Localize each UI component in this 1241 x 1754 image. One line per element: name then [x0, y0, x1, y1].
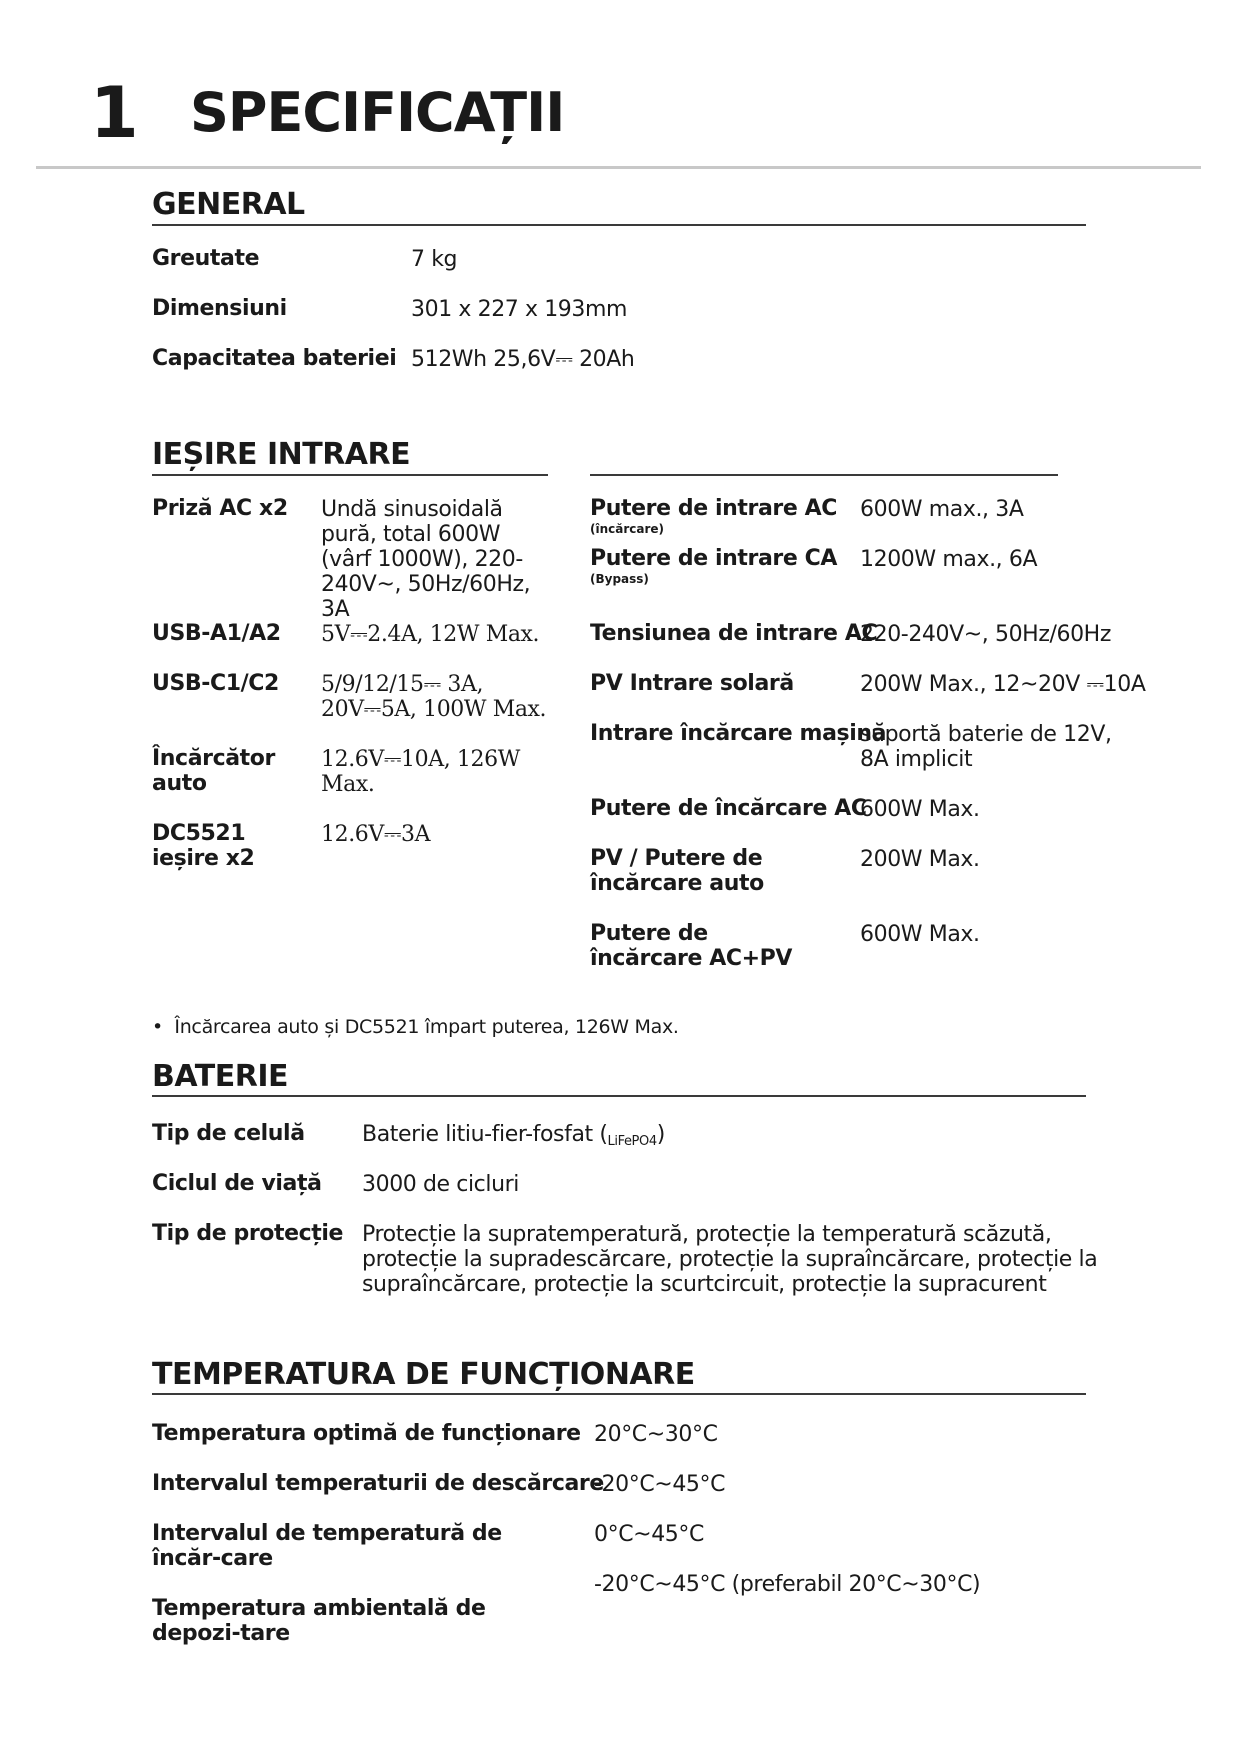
- battery-value-cell-type-end: ): [656, 1122, 665, 1147]
- io-value-ac-input-bypass: 1200W max., 6A: [860, 547, 1038, 572]
- io-value-ac-input-charging: 600W max., 3A: [860, 497, 1024, 522]
- general-label-dimensions: Dimensiuni: [152, 296, 287, 321]
- io-label-ac-outlet: Priză AC x2: [152, 496, 288, 521]
- general-value-dimensions: 301 x 227 x 193mm: [411, 297, 628, 322]
- io-value-ac-input-voltage: 220-240V~, 50Hz/60Hz: [860, 622, 1111, 647]
- battery-value-cell-type-text: Baterie litiu-fier-fosfat (: [362, 1122, 608, 1147]
- temp-label-discharge: Intervalul temperaturii de descărcare: [152, 1471, 604, 1496]
- page-title: SPECIFICAȚII: [190, 81, 565, 144]
- io-value-pv-car-charge-power: 200W Max.: [860, 847, 980, 872]
- temp-label-charge: Intervalul de temperatură de încăr-care: [152, 1521, 502, 1571]
- io-value-usb-c: 5/9/12/15⎓ 3A, 20V⎓5A, 100W Max.: [321, 672, 547, 722]
- io-label-acpv-charge-power: Putere de încărcare AC+PV: [590, 921, 793, 971]
- temp-value-optimal: 20°C~30°C: [594, 1422, 718, 1447]
- io-value-car-input: suportă baterie de 12V, 8A implicit: [860, 722, 1112, 772]
- io-label-pv-input: PV Intrare solară: [590, 671, 794, 696]
- io-note-text: Încărcarea auto și DC5521 împart puterea, 126W Max.: [174, 1016, 679, 1038]
- io-label-pv-car-charge-power: PV / Putere de încărcare auto: [590, 846, 764, 896]
- section-rule-general: [152, 224, 1086, 226]
- io-value-ac-outlet: Undă sinusoidală pură, total 600W (vârf 1000W), 220-240V~, 50Hz/60Hz, 3A: [321, 497, 531, 622]
- io-value-pv-input: 200W Max., 12~20V ⎓10A: [860, 672, 1146, 697]
- section-rule-io-left: [152, 474, 548, 476]
- battery-value-cell-chemistry: LiFePO4: [607, 1134, 657, 1149]
- section-rule-io-right: [590, 474, 1058, 476]
- bullet-icon: •: [152, 1016, 175, 1038]
- io-value-car-charger: 12.6V⎓10A, 126W Max.: [321, 747, 520, 797]
- section-title-battery: BATERIE: [152, 1059, 288, 1094]
- general-value-weight: 7 kg: [411, 247, 458, 272]
- section-title-temperature: TEMPERATURA DE FUNCȚIONARE: [152, 1357, 695, 1392]
- temp-label-optimal: Temperatura optimă de funcționare: [152, 1421, 581, 1446]
- general-value-battery-capacity: 512Wh 25,6V⎓ 20Ah: [411, 347, 635, 372]
- section-title-general: GENERAL: [152, 187, 305, 222]
- io-label-dc5521: DC5521 ieșire x2: [152, 821, 255, 871]
- io-label-usb-c: USB-C1/C2: [152, 671, 279, 696]
- io-label-car-input: Intrare încărcare mașină: [590, 721, 887, 746]
- section-title-io: IEȘIRE INTRARE: [152, 437, 411, 472]
- battery-value-protection: Protecție la supratemperatură, protecție la temperatură scăzută, protecție la supradescărcare, protecție la supraîncărcare, protecție la supraîncărcare, protecție la scurtcircuit, protecție la supracurent: [362, 1222, 1098, 1297]
- general-label-battery-capacity: Capacitatea bateriei: [152, 346, 397, 371]
- io-value-usb-a: 5V⎓2.4A, 12W Max.: [321, 622, 540, 647]
- general-label-weight: Greutate: [152, 246, 260, 271]
- temp-label-storage: Temperatura ambientală de depozi-tare: [152, 1596, 486, 1646]
- temp-value-storage: -20°C~45°C (preferabil 20°C~30°C): [594, 1572, 981, 1597]
- io-label-usb-a: USB-A1/A2: [152, 621, 281, 646]
- io-value-dc5521: 12.6V⎓3A: [321, 822, 431, 847]
- io-label-ac-input-bypass: Putere de intrare CA: [590, 546, 837, 571]
- battery-label-life-cycle: Ciclul de viață: [152, 1171, 322, 1196]
- section-rule-battery: [152, 1095, 1086, 1097]
- io-sublabel-charging: (încărcare): [590, 522, 665, 536]
- chapter-number: 1: [90, 72, 137, 154]
- temp-value-charge: 0°C~45°C: [594, 1522, 704, 1547]
- header-divider: [36, 166, 1201, 169]
- io-value-ac-charge-power: 600W Max.: [860, 797, 980, 822]
- io-label-ac-charge-power: Putere de încărcare AC: [590, 796, 867, 821]
- io-label-car-charger: Încărcător auto: [152, 746, 275, 796]
- io-note: [152, 1016, 679, 1038]
- battery-label-protection: Tip de protecție: [152, 1221, 344, 1246]
- battery-value-life-cycle: 3000 de cicluri: [362, 1172, 519, 1197]
- section-rule-temperature: [152, 1393, 1086, 1395]
- io-label-ac-input-charging: Putere de intrare AC: [590, 496, 837, 521]
- io-sublabel-bypass: (Bypass): [590, 572, 649, 586]
- io-label-ac-input-voltage: Tensiunea de intrare AC: [590, 621, 878, 646]
- temp-value-discharge: -20°C~45°C: [594, 1472, 726, 1497]
- io-value-acpv-charge-power: 600W Max.: [860, 922, 980, 947]
- battery-label-cell-type: Tip de celulă: [152, 1121, 305, 1146]
- battery-value-cell-type: [362, 1122, 665, 1150]
